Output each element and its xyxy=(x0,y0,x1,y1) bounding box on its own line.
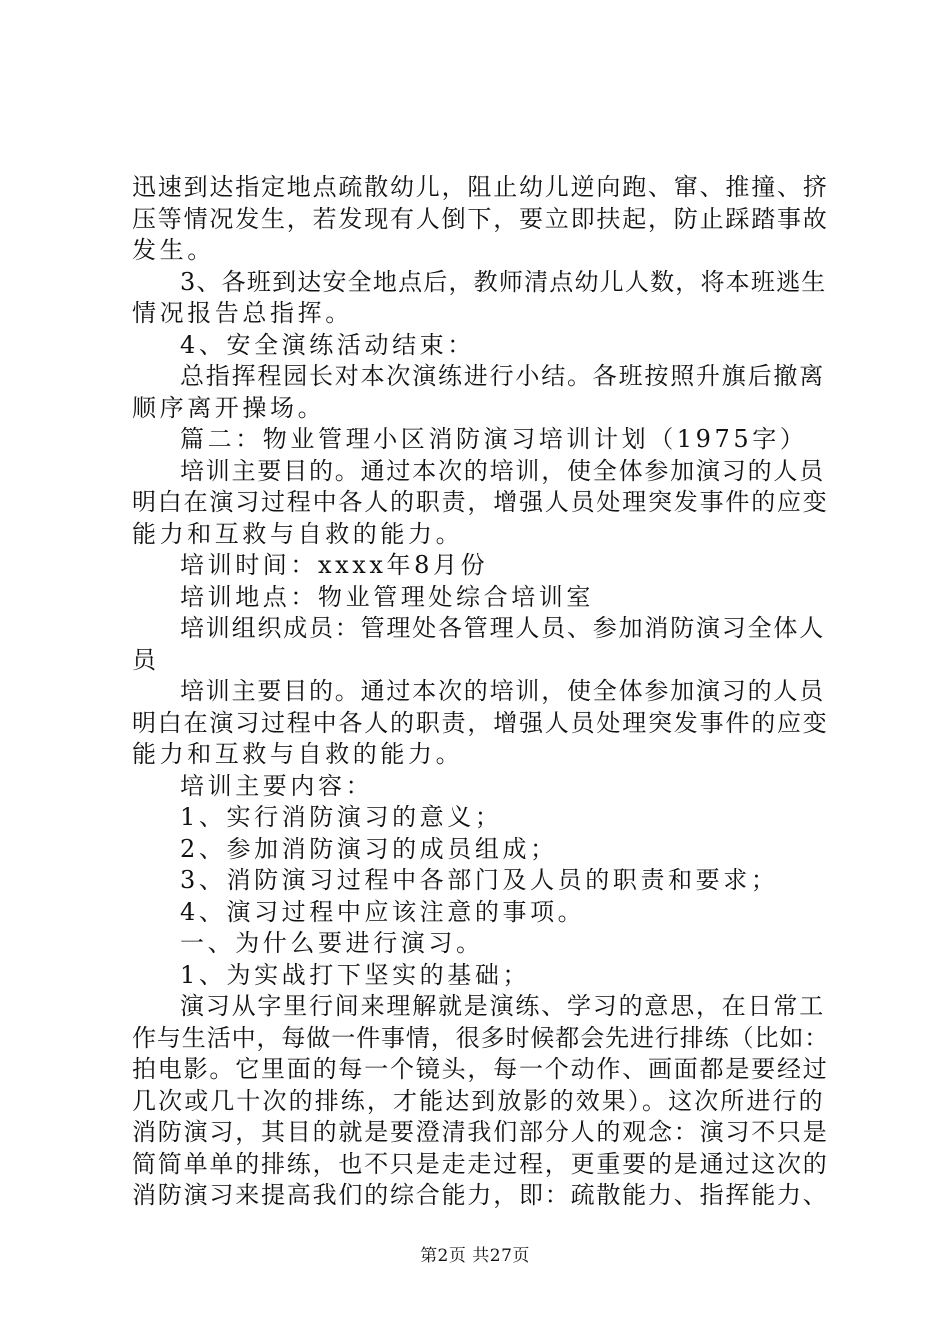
text-line: 4、安全演练活动结束： xyxy=(180,330,475,359)
text-line: 总指挥程园长对本次演练进行小结。各班按照升旗后撤离 xyxy=(180,362,825,390)
text-line: 培训主要目的。通过本次的培训，使全体参加演习的人员 xyxy=(180,456,825,485)
text-line: 2、参加消防演习的成员组成； xyxy=(180,834,558,863)
text-line: 培训时间：xxxx年8月份 xyxy=(180,551,489,579)
text-line: 1、为实战打下坚实的基础； xyxy=(180,960,531,989)
text-line: 明白在演习过程中各人的职责，增强人员处理突发事件的应变 xyxy=(132,708,829,737)
text-line: 情况报告总指挥。 xyxy=(132,299,353,327)
text-line: 简简单单的排练，也不只是走走过程，更重要的是通过这次的 xyxy=(132,1149,829,1178)
text-line: 发生。 xyxy=(132,236,215,264)
text-line: 能力和互救与自救的能力。 xyxy=(132,740,464,768)
text-line: 员 xyxy=(132,645,160,674)
text-line: 篇二：物业管理小区消防演习培训计划（1975字） xyxy=(180,425,808,453)
text-line: 4、演习过程中应该注意的事项。 xyxy=(180,897,586,926)
text-line: 能力和互救与自救的能力。 xyxy=(132,519,464,548)
text-line: 消防演习，其目的就是要澄清我们部分人的观念：演习不只是 xyxy=(132,1118,829,1146)
text-line: 迅速到达指定地点疏散幼儿，阻止幼儿逆向跑、窜、推撞、挤 xyxy=(132,173,829,201)
text-line: 1、实行消防演习的意义； xyxy=(180,803,503,831)
text-line: 演习从字里行间来理解就是演练、学习的意思，在日常工 xyxy=(180,992,825,1020)
text-line: 作与生活中，每做一件事情，很多时候都会先进行排练（比如： xyxy=(132,1023,830,1052)
text-line: 3、各班到达安全地点后，教师清点幼儿人数，将本班逃生 xyxy=(180,267,827,296)
text-line: 一、为什么要进行演习。 xyxy=(180,929,484,957)
page-footer: 第2页 共27页 xyxy=(420,1246,530,1266)
text-line: 拍电影。它里面的每一个镜头，每一个动作、画面都是要经过 xyxy=(132,1055,829,1083)
document-body xyxy=(132,172,832,1212)
text-line: 顺序离开操场。 xyxy=(132,393,326,422)
text-line: 培训主要目的。通过本次的培训，使全体参加演习的人员 xyxy=(180,677,825,705)
text-line: 几次或几十次的排练，才能达到放影的效果）。这次所进行的 xyxy=(132,1086,825,1115)
text-line: 压等情况发生，若发现有人倒下，要立即扶起，防止踩踏事故 xyxy=(132,204,829,233)
text-line: 明白在演习过程中各人的职责，增强人员处理突发事件的应变 xyxy=(132,488,829,516)
text-line: 3、消防演习过程中各部门及人员的职责和要求； xyxy=(180,866,779,894)
text-line: 培训地点：物业管理处综合培训室 xyxy=(180,582,594,611)
text-line: 培训主要内容： xyxy=(180,771,374,800)
text-line: 培训组织成员：管理处各管理人员、参加消防演习全体人 xyxy=(180,614,825,642)
text-line: 消防演习来提高我们的综合能力，即：疏散能力、指挥能力、 xyxy=(132,1181,829,1209)
